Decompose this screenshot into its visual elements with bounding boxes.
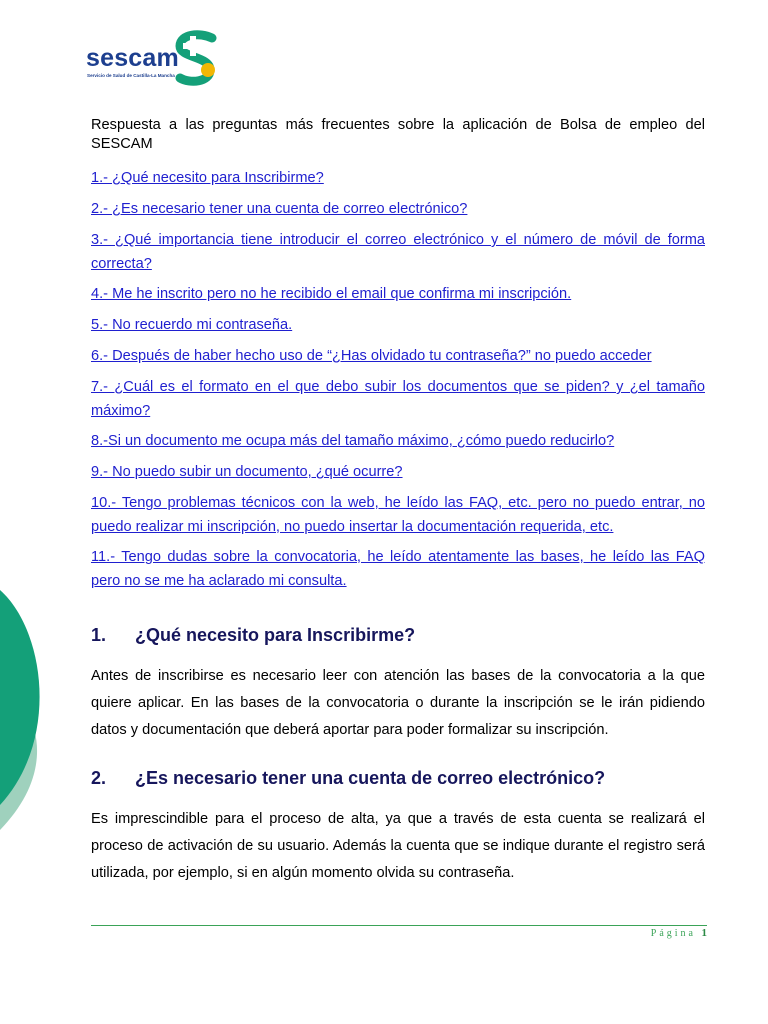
page-indicator [651,927,707,939]
section-heading-1 [91,625,705,646]
toc-link-11[interactable]: 11.- Tengo dudas sobre la convocatoria, he leído atentamente las bases, he leído las FAQ pero no se me ha aclarado mi consulta. [91,549,705,589]
section-number: 2. [91,768,107,788]
section-heading-2 [91,768,705,789]
toc-link-8[interactable]: 8.-Si un documento me ocupa más del tamaño máximo, ¿cómo puedo reducirlo? [91,433,615,449]
document-body [91,116,705,887]
logo-wordmark: sescam [86,44,179,72]
footer-divider [91,925,707,926]
section-title: ¿Qué necesito para Inscribirme? [135,625,416,645]
decorative-side-shape [0,590,60,830]
page-label: Página [650,928,696,939]
logo-cross-s-icon [170,30,226,88]
toc-link-9[interactable]: 9.- No puedo subir un documento, ¿qué ocurre? [91,464,403,480]
faq-index [91,166,705,593]
section-number: 1. [91,625,107,645]
toc-link-1[interactable]: 1.- ¿Qué necesito para Inscribirme? [91,170,324,186]
toc-link-6[interactable]: 6.- Después de haber hecho uso de “¿Has olvidado tu contraseña?” no puedo acceder [91,348,652,364]
intro-text: Respuesta a las preguntas más frecuentes sobre la aplicación de Bolsa de empleo del SESCAM [91,117,705,152]
toc-link-7[interactable]: 7.- ¿Cuál es el formato en el que debo subir los documentos que se piden? y ¿el tamaño máximo? [91,379,705,419]
toc-link-3[interactable]: 3.- ¿Qué importancia tiene introducir el correo electrónico y el número de móvil de forma correcta? [91,232,705,272]
toc-link-10[interactable]: 10.- Tengo problemas técnicos con la web, he leído las FAQ, etc. pero no puedo entrar, no puedo realizar mi inscripción, no puedo insertar la documentación requerida, etc. [91,495,705,535]
toc-link-5[interactable]: 5.- No recuerdo mi contraseña. [91,317,293,333]
page-number: 1 [701,927,707,939]
section-title: ¿Es necesario tener una cuenta de correo electrónico? [135,768,606,788]
toc-link-2[interactable]: 2.- ¿Es necesario tener una cuenta de correo electrónico? [91,201,468,217]
section-body-1: Antes de inscribirse es necesario leer con atención las bases de la convocatoria a la que quiere aplicar. En las bases de la convocatoria o durante la inscripción se le irán pidiendo datos y documentación que deberá aportar para poder formalizar su inscripción. [91,668,705,738]
toc-link-4[interactable]: 4.- Me he inscrito pero no he recibido el email que confirma mi inscripción. [91,286,572,302]
logo-subtitle: Servicio de Salud de Castilla-La Mancha [87,73,175,78]
section-body-2: Es imprescindible para el proceso de alta, ya que a través de esta cuenta se realizará el proceso de activación de su usuario. Además la cuenta que se indique durante el registro será utilizada, por ejemplo, si en algún momento olvida su contraseña. [91,811,705,881]
sescam-logo [86,30,226,88]
